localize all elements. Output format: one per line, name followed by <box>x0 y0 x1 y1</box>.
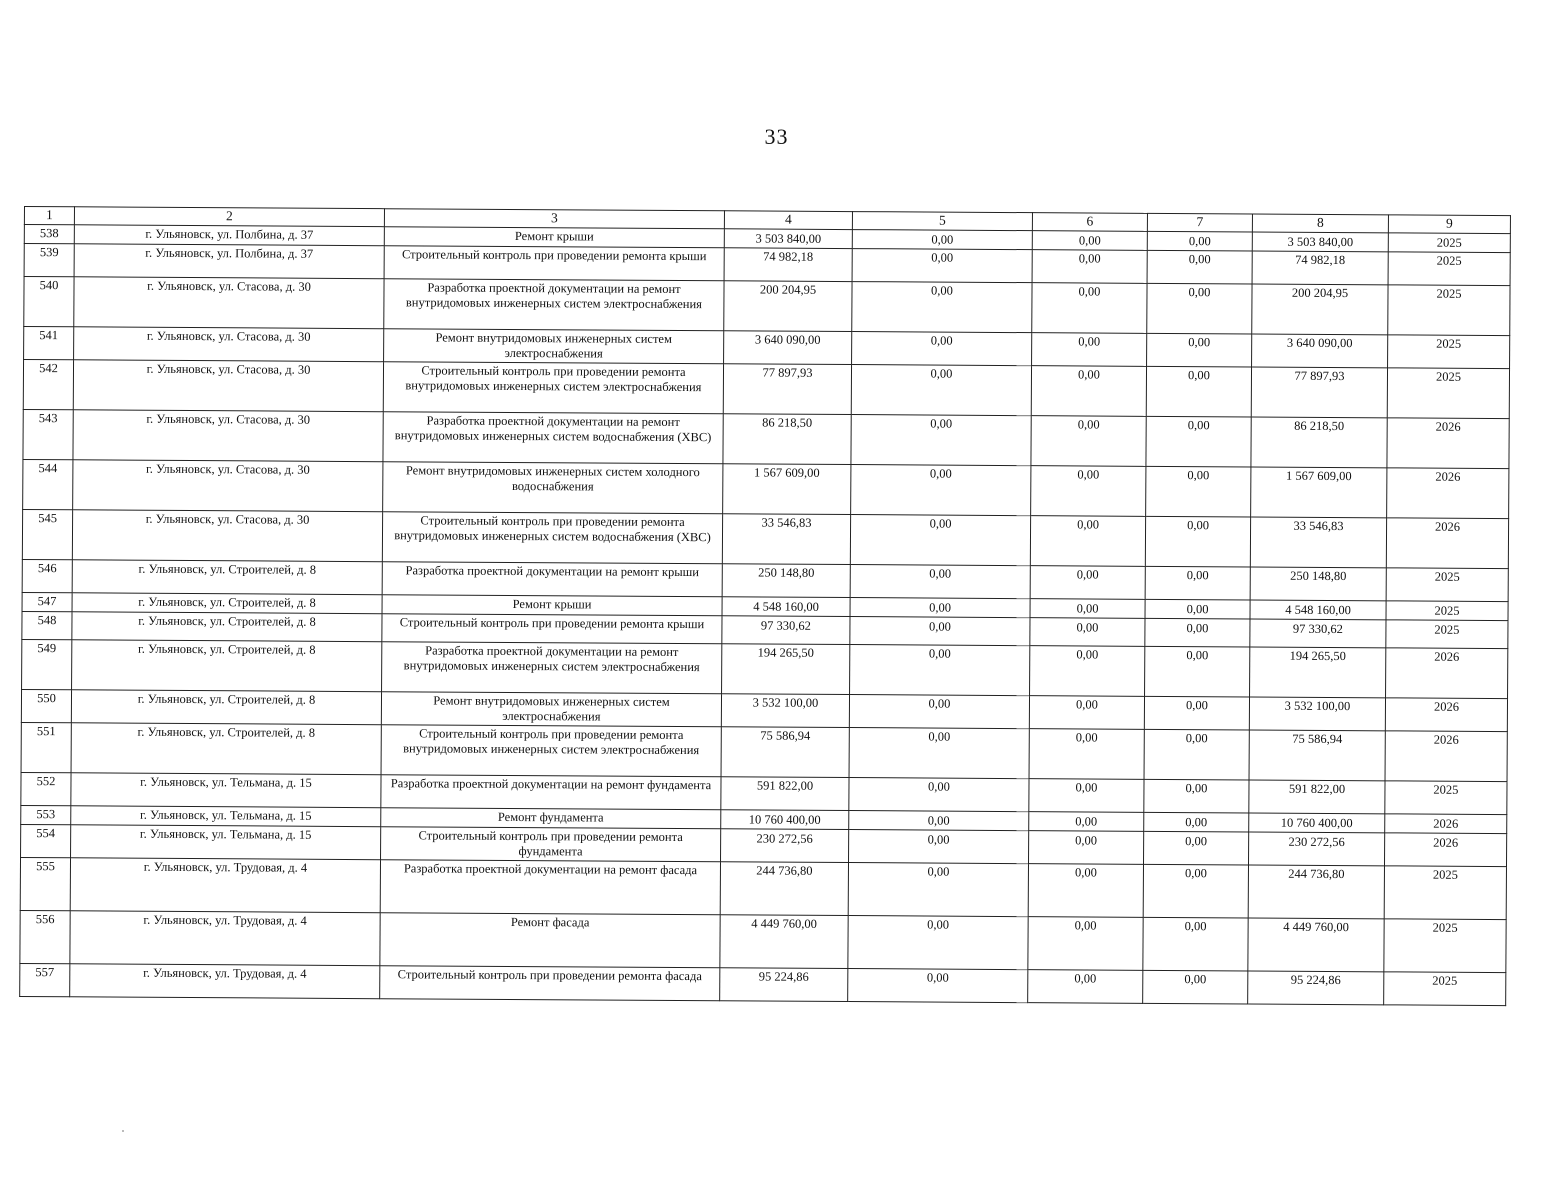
year-cell: 2026 <box>1385 814 1507 834</box>
table-row <box>21 722 1507 781</box>
table-row <box>24 277 1510 336</box>
row-number: 542 <box>23 360 73 410</box>
col8-value-cell: 591 822,00 <box>1249 780 1385 814</box>
table-row <box>23 360 1509 419</box>
year-cell: 2025 <box>1388 252 1510 286</box>
total-cost-cell: 244 736,80 <box>720 862 848 916</box>
row-number: 554 <box>21 824 71 857</box>
total-cost-cell: 97 330,62 <box>722 616 850 645</box>
col7-value-cell: 0,00 <box>1145 618 1250 647</box>
col-header-3: 3 <box>384 209 724 229</box>
col7-value-cell: 0,00 <box>1146 366 1251 417</box>
address-cell: г. Ульяновск, ул. Тельмана, д. 15 <box>71 773 381 808</box>
col5-value-cell: 0,00 <box>849 778 1029 812</box>
address-cell: г. Ульяновск, ул. Стасова, д. 30 <box>74 277 384 329</box>
col-header-8: 8 <box>1252 214 1388 233</box>
col7-value-cell: 0,00 <box>1147 333 1252 367</box>
total-cost-cell: 95 224,86 <box>720 968 848 1002</box>
col7-value-cell: 0,00 <box>1145 516 1250 567</box>
col5-value-cell: 0,00 <box>848 916 1028 970</box>
year-cell: 2026 <box>1386 648 1508 699</box>
col8-value-cell: 250 148,80 <box>1250 567 1386 601</box>
col5-value-cell: 0,00 <box>849 811 1029 831</box>
row-number: 544 <box>23 459 73 509</box>
col8-value-cell: 3 503 840,00 <box>1252 232 1388 252</box>
total-cost-cell: 1 567 609,00 <box>723 464 851 515</box>
address-cell: г. Ульяновск, ул. Строителей, д. 8 <box>71 690 381 725</box>
col5-value-cell: 0,00 <box>851 415 1031 466</box>
address-cell: г. Ульяновск, ул. Строителей, д. 8 <box>72 640 382 692</box>
col-header-9: 9 <box>1388 215 1510 234</box>
col8-value-cell: 86 218,50 <box>1251 417 1387 468</box>
year-cell: 2026 <box>1387 418 1509 469</box>
col6-value-cell: 0,00 <box>1029 729 1144 780</box>
work-type-cell: Ремонт внутридомовых инженерных систем электроснабжения <box>381 692 721 727</box>
work-type-cell: Ремонт фасада <box>380 913 720 968</box>
col7-value-cell: 0,00 <box>1143 864 1248 918</box>
col-header-6: 6 <box>1032 213 1147 232</box>
year-cell: 2026 <box>1386 518 1508 569</box>
year-cell: 2025 <box>1384 919 1506 973</box>
total-cost-cell: 10 760 400,00 <box>721 810 849 830</box>
total-cost-cell: 250 148,80 <box>722 564 850 598</box>
col8-value-cell: 230 272,56 <box>1248 832 1384 866</box>
col5-value-cell: 0,00 <box>849 728 1029 779</box>
col-header-2: 2 <box>74 207 384 227</box>
work-type-cell: Ремонт внутридомовых инженерных систем холодного водоснабжения <box>383 462 723 514</box>
table-row <box>23 409 1509 468</box>
col7-value-cell: 0,00 <box>1147 283 1252 334</box>
col8-value-cell: 97 330,62 <box>1250 619 1386 648</box>
col8-value-cell: 1 567 609,00 <box>1251 467 1387 518</box>
row-number: 545 <box>22 509 72 559</box>
work-type-cell: Разработка проектной документации на ремонт внутридомовых инженерных систем электроснабжения <box>384 279 724 331</box>
col6-value-cell: 0,00 <box>1029 812 1144 832</box>
col5-value-cell: 0,00 <box>852 332 1032 366</box>
year-cell: 2025 <box>1384 866 1506 920</box>
col8-value-cell: 75 586,94 <box>1249 730 1385 781</box>
col8-value-cell: 95 224,86 <box>1248 971 1384 1005</box>
work-type-cell: Строительный контроль при проведении ремонта фундамента <box>381 827 721 862</box>
col5-value-cell: 0,00 <box>851 465 1031 516</box>
page-number: 33 <box>764 124 789 149</box>
work-type-cell: Разработка проектной документации на ремонт фасада <box>380 860 720 915</box>
col5-value-cell: 0,00 <box>851 365 1031 416</box>
address-cell: г. Ульяновск, ул. Полбина, д. 37 <box>74 244 384 279</box>
address-cell: г. Ульяновск, ул. Стасова, д. 30 <box>73 360 383 412</box>
row-number: 540 <box>24 277 74 327</box>
year-cell: 2025 <box>1388 335 1510 369</box>
col6-value-cell: 0,00 <box>1030 646 1145 697</box>
col6-value-cell: 0,00 <box>1028 970 1143 1004</box>
row-number: 557 <box>20 963 70 996</box>
col7-value-cell: 0,00 <box>1143 917 1248 971</box>
row-number: 541 <box>24 327 74 360</box>
year-cell: 2025 <box>1388 285 1510 336</box>
address-cell: г. Ульяновск, ул. Тельмана, д. 15 <box>71 825 381 860</box>
address-cell: г. Ульяновск, ул. Стасова, д. 30 <box>72 510 382 562</box>
col7-value-cell: 0,00 <box>1143 970 1248 1004</box>
col7-value-cell: 0,00 <box>1146 416 1251 467</box>
work-type-cell: Ремонт внутридомовых инженерных систем электроснабжения <box>384 329 724 364</box>
total-cost-cell: 194 265,50 <box>722 644 850 695</box>
work-type-cell: Строительный контроль при проведении ремонта внутридомовых инженерных систем водоснабжения (ХВС) <box>382 512 722 564</box>
row-number: 546 <box>22 559 72 592</box>
work-type-cell: Разработка проектной документации на ремонт внутридомовых инженерных систем электроснабжения <box>382 642 722 694</box>
total-cost-cell: 74 982,18 <box>724 248 852 282</box>
col8-value-cell: 33 546,83 <box>1250 517 1386 568</box>
col8-value-cell: 4 548 160,00 <box>1250 600 1386 620</box>
row-number: 556 <box>20 910 70 963</box>
work-type-cell: Строительный контроль при проведении ремонта крыши <box>384 246 724 281</box>
row-number: 553 <box>21 805 71 824</box>
work-type-cell: Разработка проектной документации на ремонт фундамента <box>381 775 721 810</box>
col5-value-cell: 0,00 <box>848 863 1028 917</box>
total-cost-cell: 86 218,50 <box>723 414 851 465</box>
table-row <box>22 509 1508 568</box>
col5-value-cell: 0,00 <box>850 645 1030 696</box>
col8-value-cell: 194 265,50 <box>1250 647 1386 698</box>
col6-value-cell: 0,00 <box>1029 779 1144 813</box>
address-cell: г. Ульяновск, ул. Стасова, д. 30 <box>73 460 383 512</box>
total-cost-cell: 3 640 090,00 <box>724 331 852 365</box>
col7-value-cell: 0,00 <box>1147 231 1252 251</box>
col5-value-cell: 0,00 <box>850 598 1030 618</box>
col7-value-cell: 0,00 <box>1146 466 1251 517</box>
work-type-cell: Строительный контроль при проведении ремонта внутридомовых инженерных систем электроснабжения <box>383 362 723 414</box>
address-cell: г. Ульяновск, ул. Строителей, д. 8 <box>72 612 382 642</box>
col5-value-cell: 0,00 <box>849 830 1029 864</box>
col5-value-cell: 0,00 <box>850 515 1030 566</box>
row-number: 538 <box>24 225 74 244</box>
col5-value-cell: 0,00 <box>850 565 1030 599</box>
col6-value-cell: 0,00 <box>1032 250 1147 284</box>
col6-value-cell: 0,00 <box>1028 917 1143 971</box>
year-cell: 2025 <box>1384 972 1506 1006</box>
year-cell: 2025 <box>1386 568 1508 602</box>
col8-value-cell: 4 449 760,00 <box>1248 918 1384 972</box>
works-table <box>19 206 1511 1006</box>
total-cost-cell: 200 204,95 <box>724 281 852 332</box>
col5-value-cell: 0,00 <box>848 969 1028 1003</box>
work-type-cell: Разработка проектной документации на ремонт внутридомовых инженерных систем водоснабжения (ХВС) <box>383 412 723 464</box>
year-cell: 2026 <box>1384 833 1506 867</box>
col7-value-cell: 0,00 <box>1144 779 1249 813</box>
address-cell: г. Ульяновск, ул. Строителей, д. 8 <box>71 723 381 775</box>
col6-value-cell: 0,00 <box>1029 831 1144 865</box>
col6-value-cell: 0,00 <box>1030 516 1145 567</box>
year-cell: 2026 <box>1385 698 1507 732</box>
row-number: 539 <box>24 244 74 277</box>
year-cell: 2026 <box>1387 468 1509 519</box>
col7-value-cell: 0,00 <box>1144 696 1249 730</box>
total-cost-cell: 33 546,83 <box>722 514 850 565</box>
address-cell: г. Ульяновск, ул. Трудовая, д. 4 <box>70 911 380 966</box>
col6-value-cell: 0,00 <box>1031 466 1146 517</box>
col6-value-cell: 0,00 <box>1032 283 1147 334</box>
table-body <box>20 225 1511 1006</box>
col7-value-cell: 0,00 <box>1144 812 1249 832</box>
address-cell: г. Ульяновск, ул. Тельмана, д. 15 <box>71 806 381 827</box>
col6-value-cell: 0,00 <box>1032 231 1147 251</box>
table-row <box>22 639 1508 698</box>
col8-value-cell: 200 204,95 <box>1252 284 1388 335</box>
col5-value-cell: 0,00 <box>852 282 1032 333</box>
col6-value-cell: 0,00 <box>1031 366 1146 417</box>
works-table-container <box>19 206 1510 1006</box>
col7-value-cell: 0,00 <box>1144 729 1249 780</box>
table-row <box>20 910 1506 972</box>
row-number: 552 <box>21 772 71 805</box>
col6-value-cell: 0,00 <box>1031 416 1146 467</box>
total-cost-cell: 591 822,00 <box>721 777 849 811</box>
total-cost-cell: 3 532 100,00 <box>721 694 849 728</box>
table-row <box>23 459 1509 518</box>
year-cell: 2025 <box>1386 620 1508 649</box>
scan-speck <box>122 1130 124 1132</box>
col8-value-cell: 74 982,18 <box>1252 251 1388 285</box>
total-cost-cell: 4 449 760,00 <box>720 915 848 969</box>
col8-value-cell: 244 736,80 <box>1248 865 1384 919</box>
col5-value-cell: 0,00 <box>850 617 1030 646</box>
col6-value-cell: 0,00 <box>1028 864 1143 918</box>
address-cell: г. Ульяновск, ул. Строителей, д. 8 <box>72 593 382 614</box>
col7-value-cell: 0,00 <box>1145 646 1250 697</box>
table-row <box>20 857 1506 919</box>
col7-value-cell: 0,00 <box>1147 250 1252 284</box>
total-cost-cell: 4 548 160,00 <box>722 597 850 617</box>
work-type-cell: Ремонт крыши <box>384 227 724 248</box>
address-cell: г. Ульяновск, ул. Стасова, д. 30 <box>74 327 384 362</box>
work-type-cell: Ремонт крыши <box>382 595 722 616</box>
row-number: 543 <box>23 409 73 459</box>
total-cost-cell: 75 586,94 <box>721 727 849 778</box>
row-number: 555 <box>20 857 70 910</box>
row-number: 547 <box>22 592 72 611</box>
total-cost-cell: 3 503 840,00 <box>724 229 852 249</box>
total-cost-cell: 77 897,93 <box>723 364 851 415</box>
work-type-cell: Строительный контроль при проведении ремонта внутридомовых инженерных систем электроснабжения <box>381 725 721 777</box>
col5-value-cell: 0,00 <box>852 230 1032 250</box>
col8-value-cell: 77 897,93 <box>1251 367 1387 418</box>
work-type-cell: Ремонт фундамента <box>381 808 721 829</box>
col6-value-cell: 0,00 <box>1030 618 1145 647</box>
year-cell: 2025 <box>1386 601 1508 621</box>
year-cell: 2026 <box>1385 731 1507 782</box>
work-type-cell: Строительный контроль при проведении ремонта крыши <box>382 614 722 644</box>
address-cell: г. Ульяновск, ул. Строителей, д. 8 <box>72 560 382 595</box>
col-header-5: 5 <box>852 212 1032 231</box>
col6-value-cell: 0,00 <box>1029 696 1144 730</box>
year-cell: 2025 <box>1385 781 1507 815</box>
row-number: 551 <box>21 722 71 772</box>
col5-value-cell: 0,00 <box>849 695 1029 729</box>
address-cell: г. Ульяновск, ул. Трудовая, д. 4 <box>70 858 380 913</box>
col7-value-cell: 0,00 <box>1145 599 1250 619</box>
col8-value-cell: 3 640 090,00 <box>1252 334 1388 368</box>
col6-value-cell: 0,00 <box>1030 599 1145 619</box>
row-number: 550 <box>21 689 71 722</box>
address-cell: г. Ульяновск, ул. Полбина, д. 37 <box>74 225 384 246</box>
col6-value-cell: 0,00 <box>1032 333 1147 367</box>
row-number: 549 <box>22 639 72 689</box>
col8-value-cell: 10 760 400,00 <box>1249 813 1385 833</box>
work-type-cell: Разработка проектной документации на ремонт крыши <box>382 562 722 597</box>
col-header-4: 4 <box>724 211 852 230</box>
year-cell: 2025 <box>1388 233 1510 253</box>
col8-value-cell: 3 532 100,00 <box>1249 697 1385 731</box>
address-cell: г. Ульяновск, ул. Трудовая, д. 4 <box>70 964 380 999</box>
row-number: 548 <box>22 611 72 639</box>
col-header-1: 1 <box>24 207 74 225</box>
year-cell: 2025 <box>1387 368 1509 419</box>
total-cost-cell: 230 272,56 <box>721 829 849 863</box>
col-header-7: 7 <box>1147 213 1252 232</box>
col6-value-cell: 0,00 <box>1030 566 1145 600</box>
col7-value-cell: 0,00 <box>1145 566 1250 600</box>
col5-value-cell: 0,00 <box>852 249 1032 283</box>
address-cell: г. Ульяновск, ул. Стасова, д. 30 <box>73 410 383 462</box>
col7-value-cell: 0,00 <box>1143 831 1248 865</box>
work-type-cell: Строительный контроль при проведении ремонта фасада <box>380 966 720 1001</box>
